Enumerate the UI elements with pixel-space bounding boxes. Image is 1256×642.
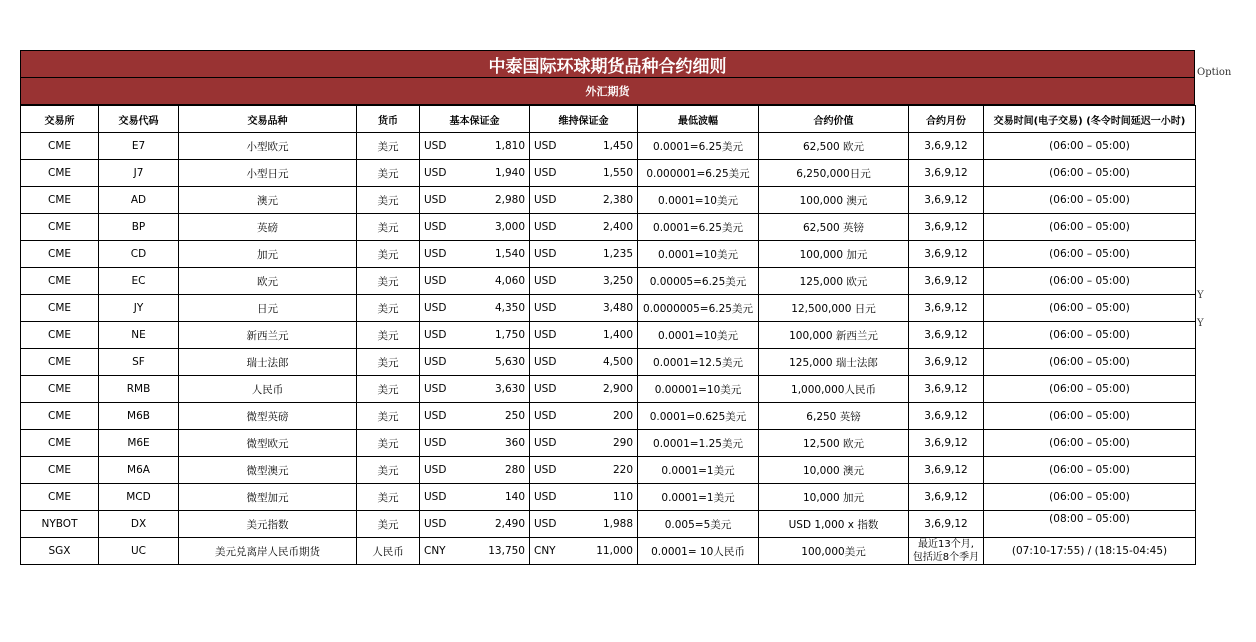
initial-margin-cell <box>420 484 530 511</box>
product-cell: 新西兰元 <box>179 322 357 349</box>
exchange-cell: CME <box>21 349 99 376</box>
initial-margin-amount: 13,750 <box>488 545 525 557</box>
code-cell: DX <box>99 511 179 538</box>
trading-hours-cell: (06:00 – 05:00) <box>984 295 1196 322</box>
maintenance-margin-cell <box>530 349 638 376</box>
initial-margin-currency: USD <box>424 140 447 152</box>
table-row <box>21 403 1196 430</box>
table-row <box>21 268 1196 295</box>
trading-hours-cell: (06:00 – 05:00) <box>984 376 1196 403</box>
code-cell: J7 <box>99 160 179 187</box>
maintenance-margin-currency: USD <box>534 383 557 395</box>
product-cell: 澳元 <box>179 187 357 214</box>
initial-margin-amount: 4,350 <box>494 302 525 314</box>
code-cell: NE <box>99 322 179 349</box>
code-cell: BP <box>99 214 179 241</box>
initial-margin-amount: 1,940 <box>494 167 525 179</box>
side-note-y: Y <box>1197 290 1204 301</box>
exchange-cell: CME <box>21 160 99 187</box>
maintenance-margin-amount: 3,250 <box>602 275 633 287</box>
tick-size-cell: 0.005=5美元 <box>638 511 759 538</box>
contract-value-cell: 100,000 澳元 <box>759 187 909 214</box>
tick-size-cell: 0.0001= 10人民币 <box>638 538 759 565</box>
exchange-cell: CME <box>21 268 99 295</box>
currency-cell: 美元 <box>357 214 420 241</box>
code-cell: EC <box>99 268 179 295</box>
initial-margin-currency: USD <box>424 383 447 395</box>
product-cell: 小型欧元 <box>179 133 357 160</box>
product-cell: 微型英磅 <box>179 403 357 430</box>
initial-margin-cell <box>420 133 530 160</box>
initial-margin-currency: USD <box>424 221 447 233</box>
table-row <box>21 511 1196 538</box>
exchange-cell: CME <box>21 187 99 214</box>
code-cell: CD <box>99 241 179 268</box>
contract-value-cell: 6,250,000日元 <box>759 160 909 187</box>
maintenance-margin-amount: 290 <box>612 437 633 449</box>
trading-hours-cell: (07:10-17:55) / (18:15-04:45) <box>984 538 1196 565</box>
contract-value-cell: 125,000 欧元 <box>759 268 909 295</box>
table-row <box>21 457 1196 484</box>
trading-hours-cell: (06:00 – 05:00) <box>984 214 1196 241</box>
maintenance-margin-cell <box>530 160 638 187</box>
initial-margin-amount: 140 <box>504 491 525 503</box>
code-cell: RMB <box>99 376 179 403</box>
header-cell: 交易时间(电子交易) (冬令时间延迟一小时) <box>984 106 1196 133</box>
maintenance-margin-currency: USD <box>534 194 557 206</box>
initial-margin-amount: 250 <box>504 410 525 422</box>
product-cell: 美元兑离岸人民币期货 <box>179 538 357 565</box>
maintenance-margin-currency: USD <box>534 491 557 503</box>
initial-margin-amount: 3,630 <box>494 383 525 395</box>
tick-size-cell: 0.0001=6.25美元 <box>638 214 759 241</box>
maintenance-margin-currency: USD <box>534 221 557 233</box>
initial-margin-amount: 5,630 <box>494 356 525 368</box>
table-row <box>21 349 1196 376</box>
contract-months-cell: 3,6,9,12 <box>909 187 984 214</box>
initial-margin-amount: 2,490 <box>494 518 525 530</box>
exchange-cell: CME <box>21 322 99 349</box>
table-row <box>21 295 1196 322</box>
contract-value-cell: 12,500,000 日元 <box>759 295 909 322</box>
initial-margin-currency: USD <box>424 491 447 503</box>
code-cell: SF <box>99 349 179 376</box>
product-cell: 日元 <box>179 295 357 322</box>
initial-margin-cell <box>420 349 530 376</box>
tick-size-cell: 0.00005=6.25美元 <box>638 268 759 295</box>
code-cell: JY <box>99 295 179 322</box>
maintenance-margin-currency: USD <box>534 329 557 341</box>
product-cell: 欧元 <box>179 268 357 295</box>
contract-months-cell: 最近13个月, 包括近8个季月 <box>909 538 984 565</box>
initial-margin-cell <box>420 538 530 565</box>
exchange-cell: CME <box>21 295 99 322</box>
initial-margin-currency: USD <box>424 356 447 368</box>
initial-margin-amount: 2,980 <box>494 194 525 206</box>
exchange-cell: NYBOT <box>21 511 99 538</box>
product-cell: 微型欧元 <box>179 430 357 457</box>
contract-months-cell: 3,6,9,12 <box>909 268 984 295</box>
maintenance-margin-cell <box>530 214 638 241</box>
tick-size-cell: 0.0001=12.5美元 <box>638 349 759 376</box>
contract-value-cell: USD 1,000 x 指数 <box>759 511 909 538</box>
contract-months-cell: 3,6,9,12 <box>909 295 984 322</box>
trading-hours-cell: (06:00 – 05:00) <box>984 457 1196 484</box>
contract-months-cell: 3,6,9,12 <box>909 430 984 457</box>
currency-cell: 美元 <box>357 268 420 295</box>
contract-months-cell: 3,6,9,12 <box>909 322 984 349</box>
currency-cell: 美元 <box>357 241 420 268</box>
exchange-cell: CME <box>21 457 99 484</box>
sheet-title: 中泰国际环球期货品种合约细则 <box>20 50 1195 78</box>
code-cell: M6B <box>99 403 179 430</box>
currency-cell: 美元 <box>357 457 420 484</box>
currency-cell: 美元 <box>357 484 420 511</box>
currency-cell: 美元 <box>357 187 420 214</box>
initial-margin-cell <box>420 241 530 268</box>
initial-margin-currency: USD <box>424 275 447 287</box>
table-row <box>21 376 1196 403</box>
header-cell: 合约价值 <box>759 106 909 133</box>
contract-value-cell: 1,000,000人民币 <box>759 376 909 403</box>
trading-hours-cell: (06:00 – 05:00) <box>984 484 1196 511</box>
product-cell: 人民币 <box>179 376 357 403</box>
currency-cell: 人民币 <box>357 538 420 565</box>
maintenance-margin-amount: 2,400 <box>602 221 633 233</box>
product-cell: 美元指数 <box>179 511 357 538</box>
initial-margin-currency: USD <box>424 410 447 422</box>
tick-size-cell: 0.0001=0.625美元 <box>638 403 759 430</box>
maintenance-margin-cell <box>530 430 638 457</box>
initial-margin-currency: USD <box>424 464 447 476</box>
initial-margin-amount: 1,750 <box>494 329 525 341</box>
exchange-cell: SGX <box>21 538 99 565</box>
maintenance-margin-amount: 4,500 <box>602 356 633 368</box>
maintenance-margin-cell <box>530 376 638 403</box>
contract-months-cell: 3,6,9,12 <box>909 403 984 430</box>
initial-margin-cell <box>420 403 530 430</box>
trading-hours-cell: (06:00 – 05:00) <box>984 430 1196 457</box>
maintenance-margin-cell <box>530 133 638 160</box>
currency-cell: 美元 <box>357 295 420 322</box>
product-cell: 加元 <box>179 241 357 268</box>
initial-margin-cell <box>420 376 530 403</box>
product-cell: 英磅 <box>179 214 357 241</box>
currency-cell: 美元 <box>357 322 420 349</box>
code-cell: MCD <box>99 484 179 511</box>
maintenance-margin-amount: 1,400 <box>602 329 633 341</box>
contract-months-cell: 3,6,9,12 <box>909 133 984 160</box>
maintenance-margin-cell <box>530 241 638 268</box>
initial-margin-amount: 1,540 <box>494 248 525 260</box>
contract-months-cell: 3,6,9,12 <box>909 376 984 403</box>
maintenance-margin-amount: 2,900 <box>602 383 633 395</box>
trading-hours-cell: (06:00 – 05:00) <box>984 268 1196 295</box>
header-cell: 基本保证金 <box>420 106 530 133</box>
maintenance-margin-amount: 1,450 <box>602 140 633 152</box>
contract-months-cell: 3,6,9,12 <box>909 511 984 538</box>
initial-margin-currency: USD <box>424 194 447 206</box>
side-note-y: Y <box>1197 318 1204 329</box>
contract-value-cell: 10,000 澳元 <box>759 457 909 484</box>
section-subtitle: 外汇期货 <box>20 78 1195 105</box>
header-cell: 合约月份 <box>909 106 984 133</box>
maintenance-margin-cell <box>530 295 638 322</box>
table-row <box>21 430 1196 457</box>
maintenance-margin-currency: USD <box>534 275 557 287</box>
maintenance-margin-amount: 220 <box>612 464 633 476</box>
maintenance-margin-currency: USD <box>534 518 557 530</box>
maintenance-margin-cell <box>530 457 638 484</box>
tick-size-cell: 0.000001=6.25美元 <box>638 160 759 187</box>
initial-margin-cell <box>420 214 530 241</box>
initial-margin-cell <box>420 511 530 538</box>
contract-months-cell: 3,6,9,12 <box>909 160 984 187</box>
table-row <box>21 133 1196 160</box>
tick-size-cell: 0.0001=1美元 <box>638 457 759 484</box>
contract-months-cell: 3,6,9,12 <box>909 349 984 376</box>
currency-cell: 美元 <box>357 160 420 187</box>
maintenance-margin-cell <box>530 268 638 295</box>
code-cell: E7 <box>99 133 179 160</box>
maintenance-margin-currency: CNY <box>534 545 556 557</box>
tick-size-cell: 0.0001=6.25美元 <box>638 133 759 160</box>
exchange-cell: CME <box>21 376 99 403</box>
initial-margin-amount: 1,810 <box>494 140 525 152</box>
contract-table <box>20 105 1196 565</box>
table-row <box>21 538 1196 565</box>
contract-value-cell: 6,250 英镑 <box>759 403 909 430</box>
initial-margin-amount: 360 <box>504 437 525 449</box>
contract-value-cell: 100,000 新西兰元 <box>759 322 909 349</box>
maintenance-margin-cell <box>530 511 638 538</box>
product-cell: 小型日元 <box>179 160 357 187</box>
exchange-cell: CME <box>21 214 99 241</box>
initial-margin-cell <box>420 268 530 295</box>
maintenance-margin-currency: USD <box>534 356 557 368</box>
header-row <box>21 106 1196 133</box>
table-row <box>21 214 1196 241</box>
currency-cell: 美元 <box>357 430 420 457</box>
maintenance-margin-amount: 1,988 <box>602 518 633 530</box>
header-cell: 交易所 <box>21 106 99 133</box>
exchange-cell: CME <box>21 403 99 430</box>
maintenance-margin-cell <box>530 187 638 214</box>
initial-margin-currency: USD <box>424 329 447 341</box>
tick-size-cell: 0.0001=10美元 <box>638 241 759 268</box>
header-cell: 交易品种 <box>179 106 357 133</box>
table-row <box>21 187 1196 214</box>
product-cell: 微型澳元 <box>179 457 357 484</box>
maintenance-margin-currency: USD <box>534 302 557 314</box>
maintenance-margin-currency: USD <box>534 410 557 422</box>
contract-value-cell: 100,000 加元 <box>759 241 909 268</box>
trading-hours-cell: (06:00 – 05:00) <box>984 160 1196 187</box>
tick-size-cell: 0.00001=10美元 <box>638 376 759 403</box>
initial-margin-cell <box>420 187 530 214</box>
maintenance-margin-cell <box>530 403 638 430</box>
header-cell: 维持保证金 <box>530 106 638 133</box>
exchange-cell: CME <box>21 484 99 511</box>
table-row <box>21 160 1196 187</box>
initial-margin-cell <box>420 295 530 322</box>
initial-margin-cell <box>420 457 530 484</box>
maintenance-margin-amount: 2,380 <box>602 194 633 206</box>
tick-size-cell: 0.0000005=6.25美元 <box>638 295 759 322</box>
tick-size-cell: 0.0001=1.25美元 <box>638 430 759 457</box>
trading-hours-cell: (06:00 – 05:00) <box>984 133 1196 160</box>
table-row <box>21 484 1196 511</box>
initial-margin-currency: USD <box>424 518 447 530</box>
code-cell: M6E <box>99 430 179 457</box>
maintenance-margin-amount: 3,480 <box>602 302 633 314</box>
exchange-cell: CME <box>21 430 99 457</box>
maintenance-margin-currency: USD <box>534 464 557 476</box>
initial-margin-amount: 4,060 <box>494 275 525 287</box>
maintenance-margin-cell <box>530 538 638 565</box>
maintenance-margin-cell <box>530 322 638 349</box>
code-cell: M6A <box>99 457 179 484</box>
trading-hours-cell: (06:00 – 05:00) <box>984 403 1196 430</box>
tick-size-cell: 0.0001=10美元 <box>638 187 759 214</box>
product-cell: 微型加元 <box>179 484 357 511</box>
contract-months-cell: 3,6,9,12 <box>909 241 984 268</box>
currency-cell: 美元 <box>357 349 420 376</box>
maintenance-margin-currency: USD <box>534 248 557 260</box>
contract-value-cell: 12,500 欧元 <box>759 430 909 457</box>
maintenance-margin-amount: 11,000 <box>596 545 633 557</box>
header-cell: 交易代码 <box>99 106 179 133</box>
exchange-cell: CME <box>21 133 99 160</box>
initial-margin-cell <box>420 322 530 349</box>
tick-size-cell: 0.0001=10美元 <box>638 322 759 349</box>
maintenance-margin-cell <box>530 484 638 511</box>
header-cell: 最低波幅 <box>638 106 759 133</box>
initial-margin-currency: USD <box>424 302 447 314</box>
initial-margin-currency: USD <box>424 167 447 179</box>
contract-value-cell: 10,000 加元 <box>759 484 909 511</box>
table-row <box>21 241 1196 268</box>
initial-margin-cell <box>420 430 530 457</box>
contract-spec-sheet <box>20 50 1195 565</box>
contract-months-cell: 3,6,9,12 <box>909 457 984 484</box>
tick-size-cell: 0.0001=1美元 <box>638 484 759 511</box>
currency-cell: 美元 <box>357 511 420 538</box>
table-row <box>21 322 1196 349</box>
code-cell: UC <box>99 538 179 565</box>
header-cell: 货币 <box>357 106 420 133</box>
maintenance-margin-currency: USD <box>534 140 557 152</box>
maintenance-margin-currency: USD <box>534 437 557 449</box>
product-cell: 瑞士法郎 <box>179 349 357 376</box>
contract-value-cell: 62,500 欧元 <box>759 133 909 160</box>
maintenance-margin-currency: USD <box>534 167 557 179</box>
contract-months-cell: 3,6,9,12 <box>909 484 984 511</box>
maintenance-margin-amount: 110 <box>612 491 633 503</box>
initial-margin-currency: USD <box>424 437 447 449</box>
currency-cell: 美元 <box>357 376 420 403</box>
trading-hours-cell: (06:00 – 05:00) <box>984 241 1196 268</box>
initial-margin-currency: CNY <box>424 545 446 557</box>
contract-value-cell: 100,000美元 <box>759 538 909 565</box>
trading-hours-cell: (06:00 – 05:00) <box>984 187 1196 214</box>
code-cell: AD <box>99 187 179 214</box>
initial-margin-amount: 280 <box>504 464 525 476</box>
initial-margin-amount: 3,000 <box>494 221 525 233</box>
trading-hours-cell: (08:00 – 05:00) <box>984 511 1196 538</box>
initial-margin-cell <box>420 160 530 187</box>
maintenance-margin-amount: 200 <box>612 410 633 422</box>
contract-months-cell: 3,6,9,12 <box>909 214 984 241</box>
trading-hours-cell: (06:00 – 05:00) <box>984 322 1196 349</box>
maintenance-margin-amount: 1,550 <box>602 167 633 179</box>
currency-cell: 美元 <box>357 133 420 160</box>
side-note-option: Option <box>1197 67 1232 78</box>
trading-hours-cell: (06:00 – 05:00) <box>984 349 1196 376</box>
contract-value-cell: 62,500 英镑 <box>759 214 909 241</box>
exchange-cell: CME <box>21 241 99 268</box>
contract-value-cell: 125,000 瑞士法郎 <box>759 349 909 376</box>
currency-cell: 美元 <box>357 403 420 430</box>
initial-margin-currency: USD <box>424 248 447 260</box>
maintenance-margin-amount: 1,235 <box>602 248 633 260</box>
